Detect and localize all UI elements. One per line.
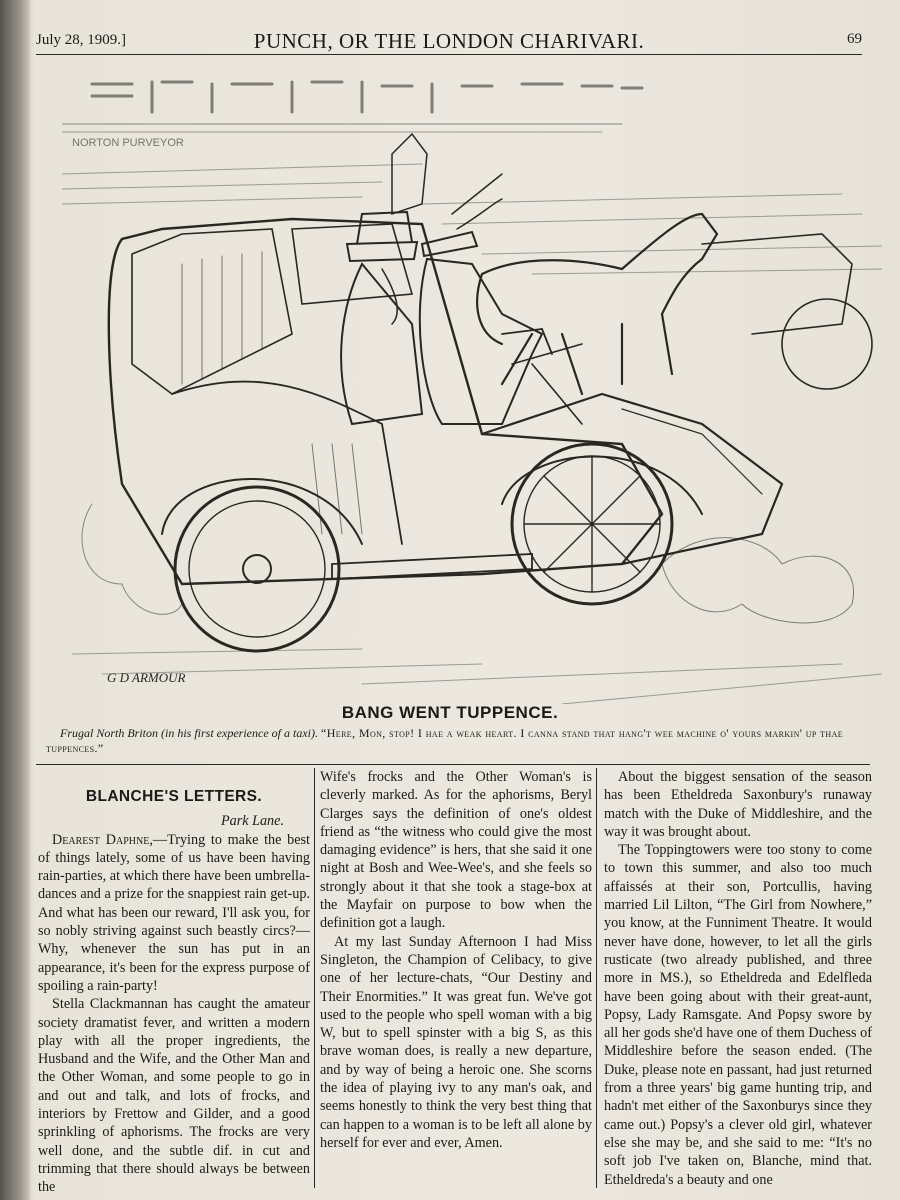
cartoon-caption-title: BANG WENT TUPPENCE. [341, 703, 559, 722]
article-column-1 [38, 768, 310, 1196]
article-place: Park Lane. [220, 813, 284, 830]
caption-quote: “Here, Mon, stop! I hae a weak heart. I canna stand that hang't wee machine o' yours markin' up thae tuppences.” [46, 726, 844, 755]
book-spine [0, 0, 30, 1200]
column-rule [314, 768, 315, 1188]
article-paragraph: Wife's frocks and the Other Woman's is cleverly marked. As for the aphorisms, Beryl Clarges says the definition of one's oldest friend as “the witness who could give the most damaging evidence” is hers, that she said it one night at Bosh and Wee-Wee's, and she feels so strongly about it that she took a stage-box at the Mayfair on purpose to bow when the definition got a laugh. [320, 769, 592, 932]
article-text: —Trying to make the best of things lately, some of us have been having rain-parties, at which there have been umbrella-dances and a prize for the snappiest rain get-up. And what has been our reward, I'll ask you, for so nobly striving against such beastly circs?—Why, whenever the sun has put in an appearance, it's been for the express purpose of spoiling a rain-party! [38, 831, 310, 994]
cartoon-illustration [62, 64, 882, 704]
header-date: July 28, 1909.] [36, 32, 126, 48]
header-page-number: 69 [847, 31, 862, 47]
article-heading: BLANCHE'S LETTERS. [85, 788, 263, 805]
artist-signature: G D ARMOUR [107, 670, 186, 685]
article-salutation: Dearest Daphne, [52, 831, 153, 848]
article-paragraph: At my last Sunday Afternoon I had Miss Singleton, the Champion of Celibacy, to give one of her lecture-chats, “Our Destiny and Their Enormities.” It was great fun. We've got used to the people who spell woman with a big W, but to spell spinster with a big S, as this brave woman does, is really a new departure, and by way of being a heroic one. She scorns the idea of playing ivy to any man's oak, and seems honestly to think the very best thing that can happen to a woman is to be left all alone by herself for ever and ever, Amen. [320, 933, 592, 1151]
article-paragraph: Stella Clackmannan has caught the amateur society dramatist fever, and written a modern play with all the proper ingredients, the Husband and the Wife, and the Other Man and the Other Woman, and some people to go in and out and talk, and lots of frocks, and interiors by Frettow and Gilder, and a good sprinkling of aphorisms. The frocks are very well done, and the subtle dif. in cut and trimming that there should always be between the [38, 996, 310, 1196]
cartoon-caption-text [46, 726, 866, 756]
article-paragraph: The Toppingtowers were too stony to come to town this summer, and also too much affaissés at their son, Portcullis, having married Lil Lilton, “The Girl from Nowhere,” you know, at the Funniment Theatre. It would never have done, however, to let all the girls rusticate (two already published, and three more in MS.), so Etheldreda and Edelfleda have been going about with their great-aunt, Popsy, Lady Ramsgate. And Popsy swore by all her gods she'd have one of them Duchess of Middleshire before the season ended. (The Duke, please note en passant, had just returned from a three years' big game hunting trip, and hadn't met either of the Saxonburys since they came out.) Popsy's a clever old girl, whatever else she may be, and she said to me: “It's no soft job I've taken on, Blanche, mind that. Etheldreda's a beauty and one [604, 842, 872, 1188]
article-column-2 [320, 768, 592, 1196]
column-rule [596, 768, 597, 1188]
article-column-3 [604, 768, 872, 1196]
caption-speaker: Frugal North Briton (in his first experience of a taxi). [60, 726, 318, 740]
header-title: PUNCH, OR THE LONDON CHARIVARI. [253, 29, 645, 53]
article-paragraph [38, 831, 310, 996]
section-divider [36, 764, 870, 765]
taxi-cartoon-drawing [62, 64, 882, 704]
page-header [36, 28, 862, 55]
article-paragraph: About the biggest sensation of the season has been Etheldreda Saxonbury's runaway match with the Duke of Middleshire, and the way it was brought about. [604, 769, 872, 840]
shop-sign-text: NORTON PURVEYOR [72, 137, 184, 149]
